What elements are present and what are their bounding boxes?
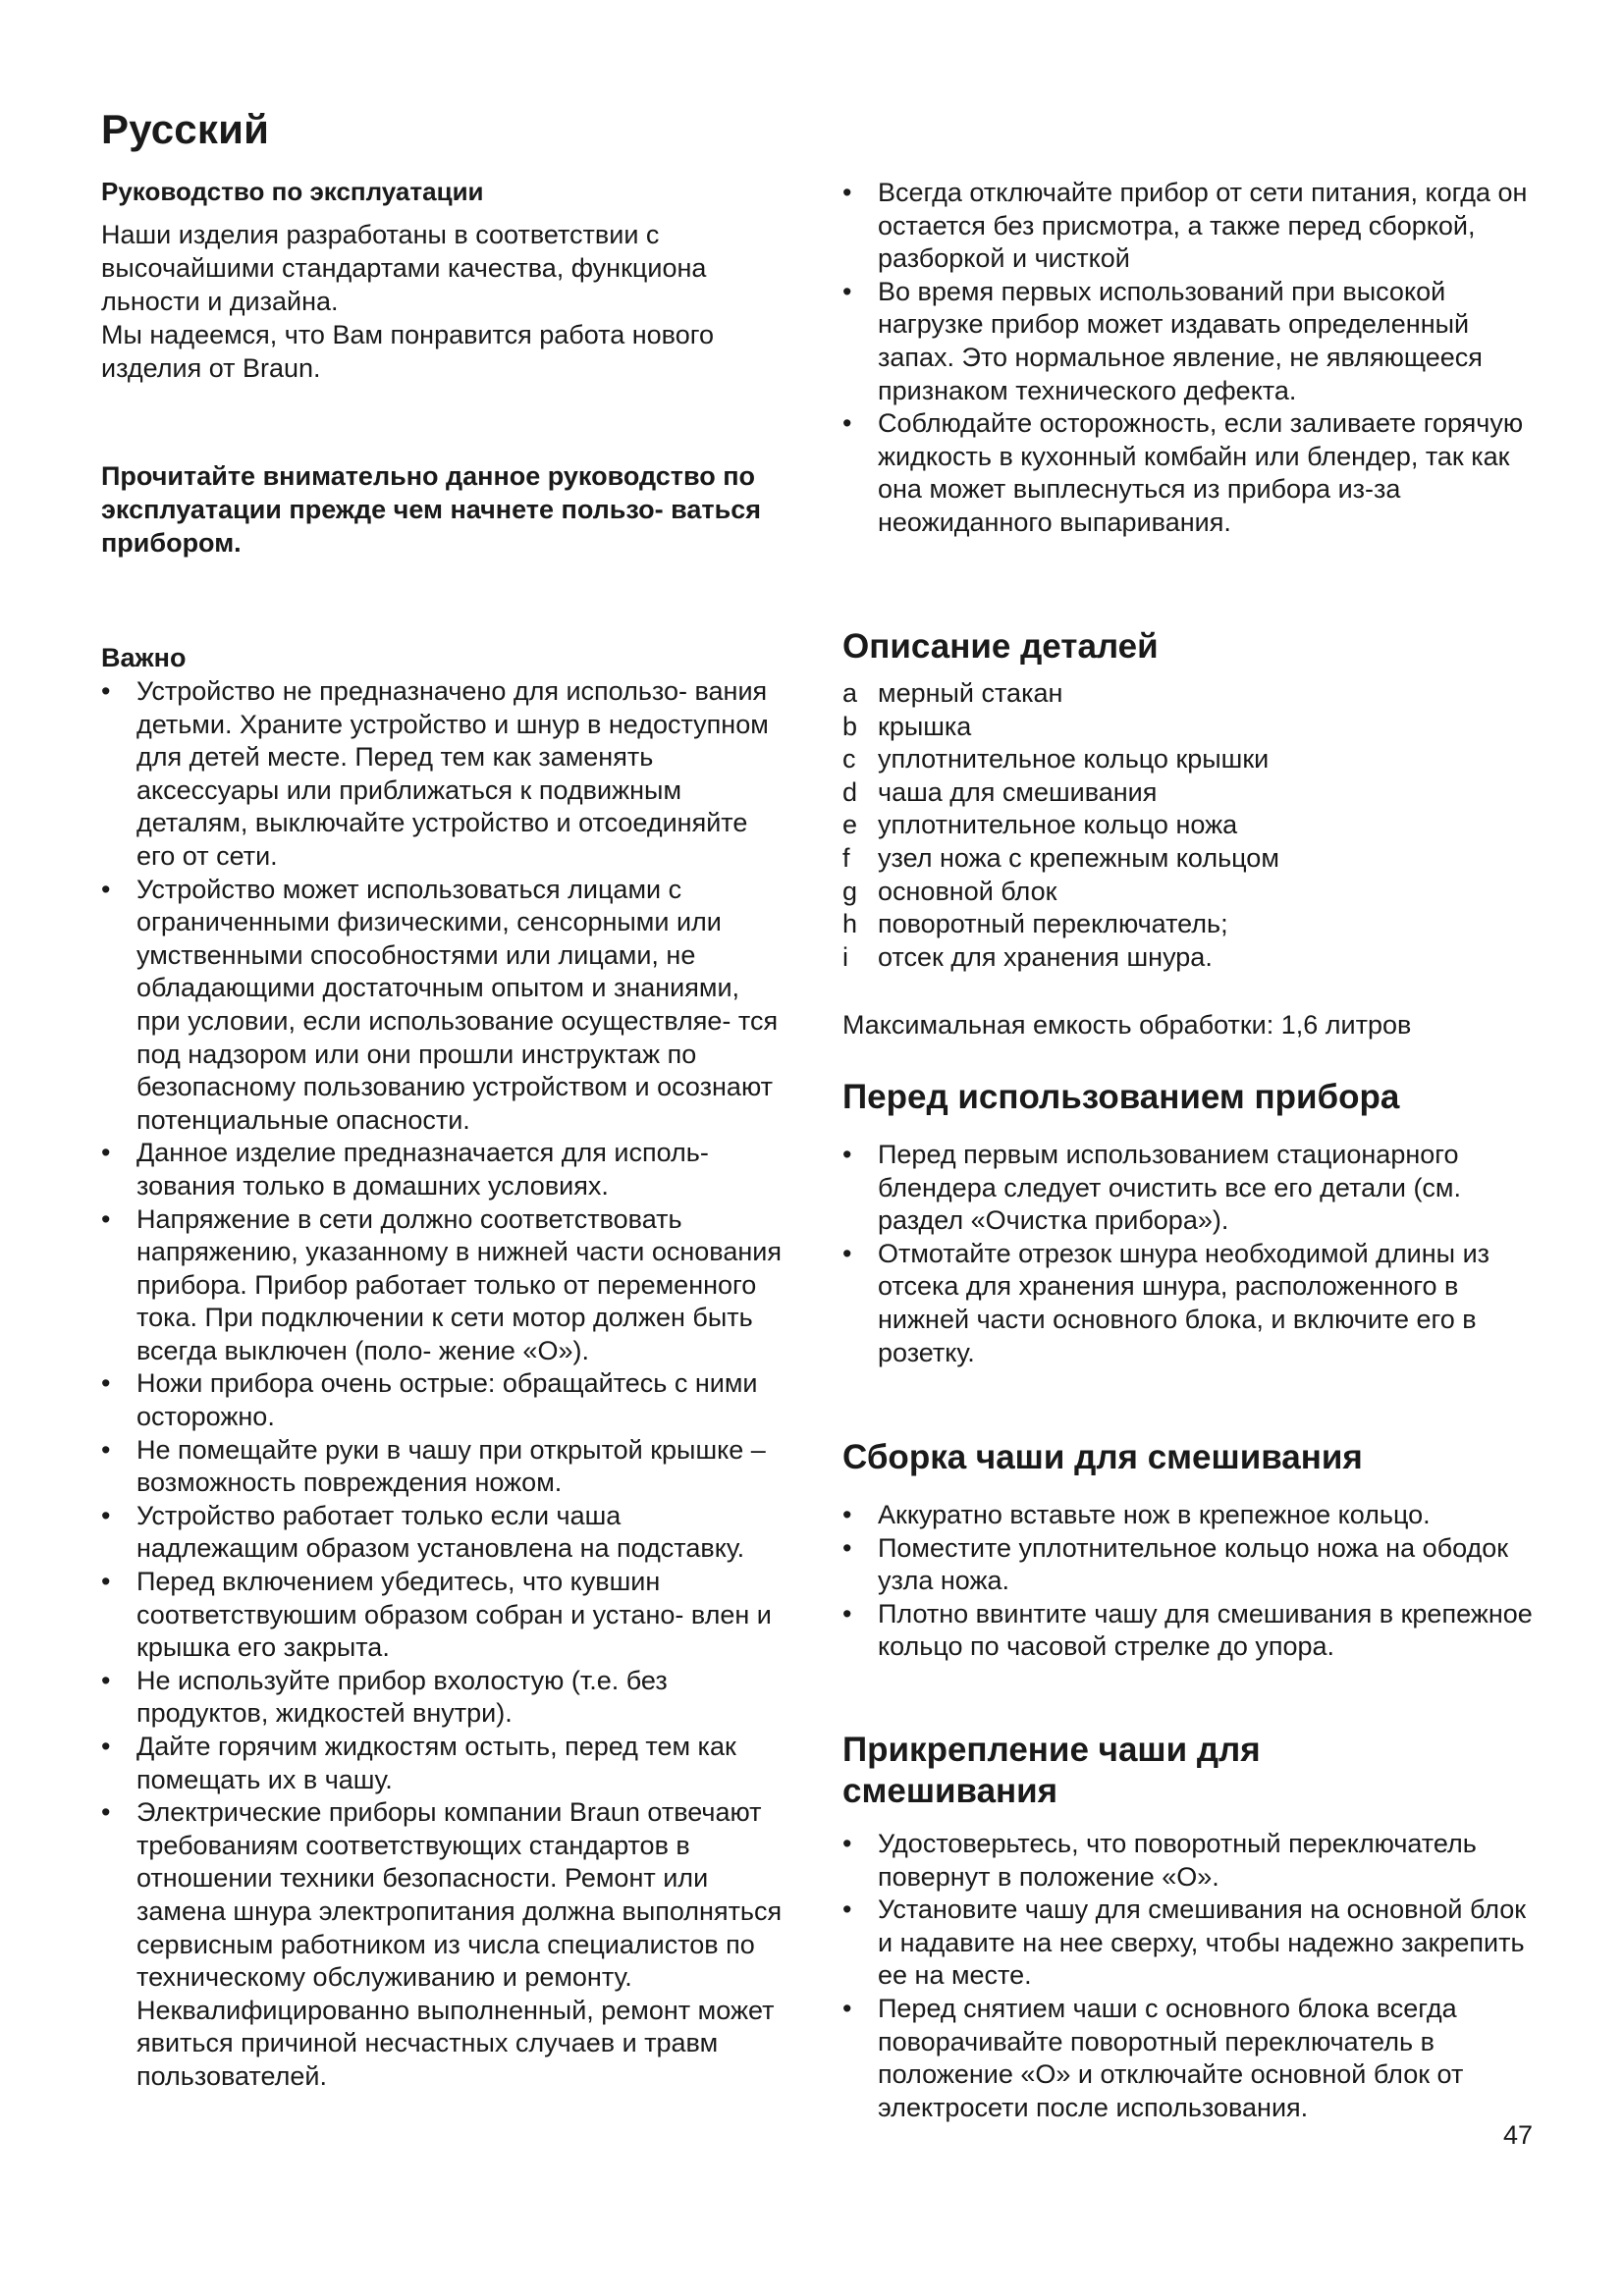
list-item — [842, 711, 1538, 744]
list-item — [842, 743, 1538, 776]
part-name: поворотный переключатель; — [878, 909, 1228, 939]
list-item: • Ножи прибора очень острые: обращайтесь с ними осторожно. — [101, 1367, 788, 1433]
part-name: мерный стакан — [878, 678, 1063, 708]
intro-paragraph-1: Наши изделия разработаны в соответствии с высочайшими стандартами качества, функциона льности и дизайна. — [101, 220, 707, 316]
part-letter: h — [842, 909, 858, 939]
part-name: уплотнительное кольцо крышки — [878, 744, 1270, 774]
list-item: • Перед включением убедитесь, что кувшин соответствуюшим образом собран и устано- влен и крышка его закрыта. — [101, 1566, 788, 1665]
list-item: • Отмотайте отрезок шнура необходимой длины из отсека для хранения шнура, расположенного в нижней части основного блока, и включите его в розетку. — [842, 1238, 1538, 1369]
part-name: отсек для хранения шнура. — [878, 941, 1213, 972]
list-item: • Удостоверьтесь, что поворотный переключатель повернут в положение «О». — [842, 1828, 1538, 1894]
list-item: • Устройство может использоваться лицами с ограниченными физическими, сенсорными или умственными способностями или лицами, не обладающими достаточным опытом и знаниями, при условии, если использование осуществляе- тся под надзором или они прошли инструктаж по безопасному пользованию устройством и осознают потенциальные опасности. — [101, 874, 788, 1138]
list-item — [842, 908, 1538, 941]
language-title: Русский — [101, 106, 270, 152]
intro-paragraph-2: Мы надеемся, что Вам понравится работа нового изделия от Braun. — [101, 320, 714, 383]
part-letter: i — [842, 941, 848, 972]
list-item: • Аккуратно вставьте нож в крепежное кольцо. — [842, 1499, 1538, 1532]
read-manual-warning: Прочитайте внимательно данное руководство по эксплуатации прежде чем начнете пользо- ваться прибором. — [101, 461, 761, 558]
list-item: • Электрические приборы компании Braun отвечают требованиям соответствующих стандартов в отношении техники безопасности. Ремонт или замена шнура электропитания должна выполняться сервисным работником из числа специалистов по техническому обслуживанию и ремонту. Неквалифицированно выполненный, ремонт может явиться причиной несчастных случаев и травм пользователей. — [101, 1796, 788, 2093]
manual-title: Руководство по эксплуатации — [101, 177, 484, 206]
part-letter: g — [842, 876, 858, 906]
list-item: • Напряжение в сети должно соответствовать напряжению, указанному в нижней части основания прибора. Прибор работает только от переменного тока. При подключении к сети мотор должен быть всегда выключен (поло- жение «О»). — [101, 1203, 788, 1368]
before-use-list — [842, 1139, 1538, 1369]
list-item: • Не помещайте руки в чашу при открытой крышке – возможность повреждения ножом. — [101, 1434, 788, 1500]
page-number: 47 — [1503, 2120, 1534, 2150]
safety-continued-list — [842, 177, 1538, 540]
list-item: • Устройство работает только если чаша надлежащим образом установлена на подставку. — [101, 1500, 788, 1566]
list-item: • Поместите уплотнительное кольцо ножа на ободок узла ножа. — [842, 1532, 1538, 1598]
list-item — [842, 842, 1538, 876]
parts-list — [842, 677, 1538, 974]
list-item: • Установите чашу для смешивания на основной блок и надавите на нее сверху, чтобы надежно закрепить ее на месте. — [842, 1894, 1538, 1993]
intro-text — [101, 218, 788, 385]
part-letter: f — [842, 842, 850, 873]
list-item — [842, 941, 1538, 975]
list-item — [842, 677, 1538, 711]
list-item: • Соблюдайте осторожность, если заливаете горячую жидкость в кухонный комбайн или блендер, так как она может выплеснуться из прибора из-за неожиданного выпаривания. — [842, 407, 1538, 539]
list-item: • Перед снятием чаши с основного блока всегда поворачивайте поворотный переключатель в положение «О» и отключайте основной блок от электросети после использования. — [842, 1993, 1538, 2124]
attaching-list — [842, 1828, 1538, 2124]
parts-title: Описание деталей — [842, 627, 1159, 666]
list-item: • Всегда отключайте прибор от сети питания, когда он остается без присмотра, а также перед сборкой, разборкой и чисткой — [842, 177, 1538, 276]
part-letter: a — [842, 678, 858, 708]
part-letter: b — [842, 711, 858, 741]
part-name: чаша для смешивания — [878, 776, 1158, 807]
part-letter: e — [842, 810, 858, 840]
part-letter: d — [842, 776, 858, 807]
important-list — [101, 675, 788, 2094]
part-name: уплотнительное кольцо ножа — [878, 810, 1238, 840]
list-item: • Плотно ввинтите чашу для смешивания в крепежное кольцо по часовой стрелке до упора. — [842, 1598, 1538, 1664]
part-name: узел ножа с крепежным кольцом — [878, 842, 1279, 873]
part-name: основной блок — [878, 876, 1057, 906]
list-item: • Перед первым использованием стационарного блендера следует очистить все его детали (см. раздел «Очистка прибора»). — [842, 1139, 1538, 1238]
part-name: крышка — [878, 711, 972, 741]
before-use-title: Перед использованием прибора — [842, 1078, 1400, 1116]
part-letter: c — [842, 744, 856, 774]
list-item: • Не используйте прибор вхолостую (т.е. без продуктов, жидкостей внутри). — [101, 1665, 788, 1731]
max-capacity: Максимальная емкость обработки: 1,6 литров — [842, 1010, 1412, 1040]
important-title: Важно — [101, 643, 187, 672]
assembly-list — [842, 1499, 1538, 1664]
list-item — [842, 876, 1538, 909]
list-item — [842, 776, 1538, 810]
list-item: • Данное изделие предназначается для исполь- зования только в домашних условиях. — [101, 1137, 788, 1202]
assembly-title: Сборка чаши для смешивания — [842, 1438, 1363, 1476]
list-item — [842, 809, 1538, 842]
list-item: • Дайте горячим жидкостям остыть, перед тем как помещать их в чашу. — [101, 1731, 788, 1796]
attaching-title: Прикрепление чаши для смешивания — [842, 1731, 1261, 1810]
list-item: • Устройство не предназначено для использо- вания детьми. Храните устройство и шнур в недоступном для детей месте. Перед тем как заменять аксессуары или приближаться к подвижным деталям, выключайте устройство и отсоединяйте его от сети. — [101, 675, 788, 874]
list-item: • Во время первых использований при высокой нагрузке прибор может издавать определенный запах. Это нормальное явление, не являющееся признаком технического дефекта. — [842, 276, 1538, 407]
